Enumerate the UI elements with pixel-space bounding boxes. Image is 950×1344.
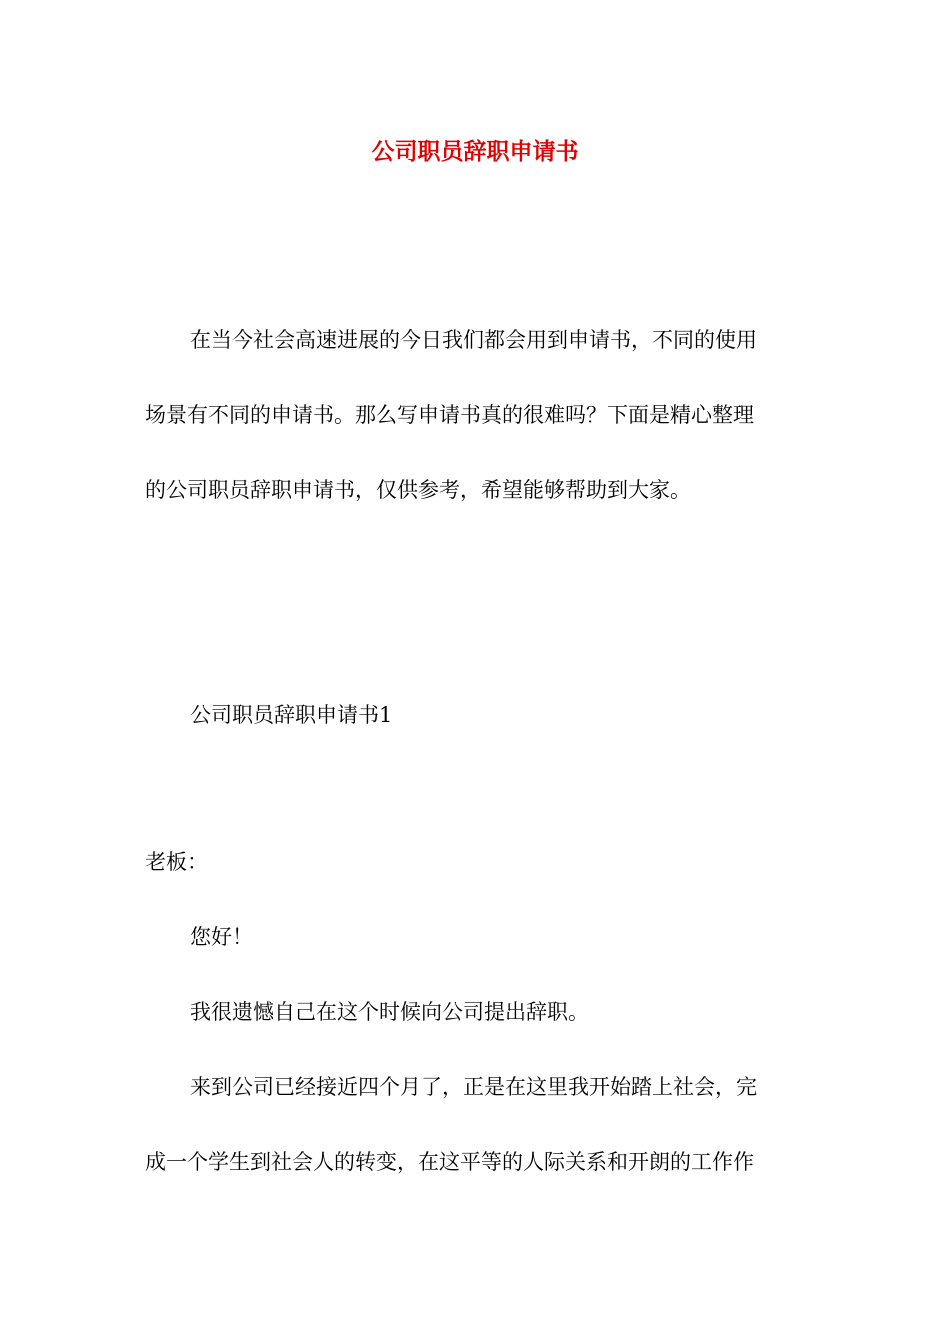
body-line-3: 成一个学生到社会人的转变，在这平等的人际关系和开朗的工作作 (145, 1150, 754, 1174)
intro-line-2: 场景有不同的申请书。那么写申请书真的很难吗？下面是精心整理 (145, 403, 754, 427)
greeting: 您好！ (190, 925, 253, 949)
salutation: 老板： (145, 850, 208, 874)
body-line-1: 我很遗憾自己在这个时候向公司提出辞职。 (190, 1000, 589, 1024)
intro-line-1: 在当今社会高速进展的今日我们都会用到申请书，不同的使用 (190, 328, 757, 352)
intro-line-3: 的公司职员辞职申请书，仅供参考，希望能够帮助到大家。 (145, 478, 691, 502)
section-heading: 公司职员辞职申请书1 (190, 703, 393, 727)
document-title: 公司职员辞职申请书 (371, 138, 579, 165)
body-line-2: 来到公司已经接近四个月了，正是在这里我开始踏上社会，完 (190, 1075, 757, 1099)
